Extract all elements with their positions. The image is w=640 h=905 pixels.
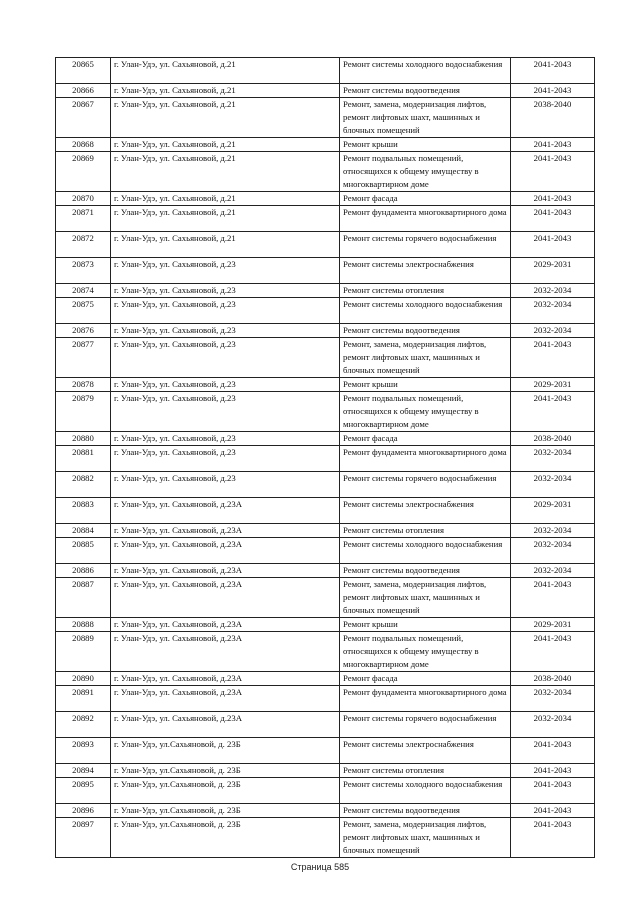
row-id-cell: 20890 xyxy=(56,672,111,686)
work-type-cell: Ремонт системы электроснабжения xyxy=(340,498,511,524)
table-row xyxy=(56,138,595,152)
work-type-cell: Ремонт системы холодного водоснабжения xyxy=(340,538,511,564)
period-cell: 2041-2043 xyxy=(511,152,595,192)
period-cell: 2029-2031 xyxy=(511,498,595,524)
row-id-cell: 20896 xyxy=(56,804,111,818)
table-row xyxy=(56,498,595,524)
period-cell: 2041-2043 xyxy=(511,192,595,206)
table-row xyxy=(56,258,595,284)
row-id-cell: 20883 xyxy=(56,498,111,524)
row-id-cell: 20888 xyxy=(56,618,111,632)
row-id-cell: 20878 xyxy=(56,378,111,392)
table-body xyxy=(56,58,595,858)
table-row xyxy=(56,206,595,232)
table-row xyxy=(56,298,595,324)
address-cell: г. Улан-Удэ, ул. Сахьяновой, д.21 xyxy=(111,84,340,98)
work-type-cell: Ремонт системы отопления xyxy=(340,284,511,298)
work-type-cell: Ремонт, замена, модернизация лифтов, ремонт лифтовых шахт, машинных и блочных помещений xyxy=(340,578,511,618)
address-cell: г. Улан-Удэ, ул. Сахьяновой, д.21 xyxy=(111,138,340,152)
table-row xyxy=(56,686,595,712)
period-cell: 2041-2043 xyxy=(511,58,595,84)
period-cell: 2029-2031 xyxy=(511,258,595,284)
row-id-cell: 20881 xyxy=(56,446,111,472)
table-row xyxy=(56,632,595,672)
row-id-cell: 20891 xyxy=(56,686,111,712)
table-row xyxy=(56,818,595,858)
table-row xyxy=(56,538,595,564)
row-id-cell: 20882 xyxy=(56,472,111,498)
period-cell: 2038-2040 xyxy=(511,672,595,686)
table-row xyxy=(56,432,595,446)
work-type-cell: Ремонт системы холодного водоснабжения xyxy=(340,298,511,324)
address-cell: г. Улан-Удэ, ул. Сахьяновой, д.23 xyxy=(111,446,340,472)
row-id-cell: 20870 xyxy=(56,192,111,206)
work-type-cell: Ремонт, замена, модернизация лифтов, ремонт лифтовых шахт, машинных и блочных помещений xyxy=(340,338,511,378)
table-row xyxy=(56,578,595,618)
period-cell: 2032-2034 xyxy=(511,538,595,564)
table-row xyxy=(56,152,595,192)
row-id-cell: 20868 xyxy=(56,138,111,152)
period-cell: 2032-2034 xyxy=(511,472,595,498)
table-row xyxy=(56,84,595,98)
address-cell: г. Улан-Удэ, ул.Сахьяновой, д. 23Б xyxy=(111,804,340,818)
address-cell: г. Улан-Удэ, ул. Сахьяновой, д.23А xyxy=(111,524,340,538)
address-cell: г. Улан-Удэ, ул. Сахьяновой, д.21 xyxy=(111,192,340,206)
row-id-cell: 20873 xyxy=(56,258,111,284)
work-type-cell: Ремонт системы водоотведения xyxy=(340,84,511,98)
row-id-cell: 20867 xyxy=(56,98,111,138)
work-type-cell: Ремонт фасада xyxy=(340,672,511,686)
address-cell: г. Улан-Удэ, ул. Сахьяновой, д.23 xyxy=(111,378,340,392)
work-type-cell: Ремонт системы отопления xyxy=(340,524,511,538)
table-row xyxy=(56,524,595,538)
period-cell: 2032-2034 xyxy=(511,284,595,298)
work-type-cell: Ремонт системы холодного водоснабжения xyxy=(340,58,511,84)
row-id-cell: 20879 xyxy=(56,392,111,432)
address-cell: г. Улан-Удэ, ул. Сахьяновой, д.23А xyxy=(111,712,340,738)
row-id-cell: 20892 xyxy=(56,712,111,738)
period-cell: 2032-2034 xyxy=(511,686,595,712)
period-cell: 2041-2043 xyxy=(511,738,595,764)
table-row xyxy=(56,58,595,84)
row-id-cell: 20871 xyxy=(56,206,111,232)
table-row xyxy=(56,392,595,432)
address-cell: г. Улан-Удэ, ул. Сахьяновой, д.21 xyxy=(111,152,340,192)
period-cell: 2041-2043 xyxy=(511,84,595,98)
work-type-cell: Ремонт подвальных помещений, относящихся к общему имуществу в многоквартирном доме xyxy=(340,152,511,192)
address-cell: г. Улан-Удэ, ул. Сахьяновой, д.23А xyxy=(111,618,340,632)
work-type-cell: Ремонт крыши xyxy=(340,138,511,152)
period-cell: 2041-2043 xyxy=(511,138,595,152)
table-row xyxy=(56,764,595,778)
period-cell: 2032-2034 xyxy=(511,524,595,538)
row-id-cell: 20874 xyxy=(56,284,111,298)
table-row xyxy=(56,672,595,686)
address-cell: г. Улан-Удэ, ул. Сахьяновой, д.23А xyxy=(111,686,340,712)
period-cell: 2041-2043 xyxy=(511,578,595,618)
period-cell: 2041-2043 xyxy=(511,804,595,818)
work-type-cell: Ремонт крыши xyxy=(340,378,511,392)
work-type-cell: Ремонт системы горячего водоснабжения xyxy=(340,232,511,258)
repair-schedule-table xyxy=(55,57,595,858)
period-cell: 2032-2034 xyxy=(511,324,595,338)
work-type-cell: Ремонт системы горячего водоснабжения xyxy=(340,472,511,498)
table-row xyxy=(56,738,595,764)
table-row xyxy=(56,98,595,138)
address-cell: г. Улан-Удэ, ул.Сахьяновой, д. 23Б xyxy=(111,818,340,858)
row-id-cell: 20886 xyxy=(56,564,111,578)
period-cell: 2041-2043 xyxy=(511,818,595,858)
table-row xyxy=(56,324,595,338)
row-id-cell: 20884 xyxy=(56,524,111,538)
address-cell: г. Улан-Удэ, ул. Сахьяновой, д.23 xyxy=(111,324,340,338)
table-row xyxy=(56,378,595,392)
page-number: Страница 585 xyxy=(290,862,350,872)
period-cell: 2041-2043 xyxy=(511,764,595,778)
address-cell: г. Улан-Удэ, ул. Сахьяновой, д.23 xyxy=(111,284,340,298)
period-cell: 2041-2043 xyxy=(511,338,595,378)
work-type-cell: Ремонт системы водоотведения xyxy=(340,324,511,338)
row-id-cell: 20869 xyxy=(56,152,111,192)
work-type-cell: Ремонт фундамента многоквартирного дома xyxy=(340,686,511,712)
table-row xyxy=(56,472,595,498)
work-type-cell: Ремонт системы электроснабжения xyxy=(340,738,511,764)
work-type-cell: Ремонт, замена, модернизация лифтов, ремонт лифтовых шахт, машинных и блочных помещений xyxy=(340,818,511,858)
address-cell: г. Улан-Удэ, ул. Сахьяновой, д.21 xyxy=(111,58,340,84)
work-type-cell: Ремонт системы водоотведения xyxy=(340,804,511,818)
address-cell: г. Улан-Удэ, ул. Сахьяновой, д.21 xyxy=(111,232,340,258)
period-cell: 2029-2031 xyxy=(511,378,595,392)
work-type-cell: Ремонт системы холодного водоснабжения xyxy=(340,778,511,804)
address-cell: г. Улан-Удэ, ул. Сахьяновой, д.23 xyxy=(111,392,340,432)
table-row xyxy=(56,446,595,472)
period-cell: 2038-2040 xyxy=(511,98,595,138)
address-cell: г. Улан-Удэ, ул. Сахьяновой, д.23А xyxy=(111,498,340,524)
table-row xyxy=(56,232,595,258)
address-cell: г. Улан-Удэ, ул. Сахьяновой, д.23А xyxy=(111,578,340,618)
row-id-cell: 20872 xyxy=(56,232,111,258)
table-row xyxy=(56,564,595,578)
period-cell: 2041-2043 xyxy=(511,206,595,232)
period-cell: 2041-2043 xyxy=(511,632,595,672)
row-id-cell: 20895 xyxy=(56,778,111,804)
row-id-cell: 20889 xyxy=(56,632,111,672)
period-cell: 2029-2031 xyxy=(511,618,595,632)
work-type-cell: Ремонт системы отопления xyxy=(340,764,511,778)
period-cell: 2038-2040 xyxy=(511,432,595,446)
table-row xyxy=(56,618,595,632)
address-cell: г. Улан-Удэ, ул. Сахьяновой, д.23 xyxy=(111,432,340,446)
address-cell: г. Улан-Удэ, ул. Сахьяновой, д.21 xyxy=(111,206,340,232)
period-cell: 2041-2043 xyxy=(511,232,595,258)
row-id-cell: 20880 xyxy=(56,432,111,446)
table-row xyxy=(56,284,595,298)
table-row xyxy=(56,712,595,738)
row-id-cell: 20887 xyxy=(56,578,111,618)
address-cell: г. Улан-Удэ, ул. Сахьяновой, д.23А xyxy=(111,564,340,578)
row-id-cell: 20897 xyxy=(56,818,111,858)
row-id-cell: 20866 xyxy=(56,84,111,98)
period-cell: 2032-2034 xyxy=(511,564,595,578)
table-row xyxy=(56,338,595,378)
row-id-cell: 20885 xyxy=(56,538,111,564)
work-type-cell: Ремонт крыши xyxy=(340,618,511,632)
period-cell: 2032-2034 xyxy=(511,446,595,472)
period-cell: 2032-2034 xyxy=(511,298,595,324)
table-row xyxy=(56,192,595,206)
address-cell: г. Улан-Удэ, ул.Сахьяновой, д. 23Б xyxy=(111,764,340,778)
period-cell: 2041-2043 xyxy=(511,778,595,804)
address-cell: г. Улан-Удэ, ул.Сахьяновой, д. 23Б xyxy=(111,738,340,764)
address-cell: г. Улан-Удэ, ул. Сахьяновой, д.21 xyxy=(111,98,340,138)
work-type-cell: Ремонт фасада xyxy=(340,432,511,446)
period-cell: 2041-2043 xyxy=(511,392,595,432)
address-cell: г. Улан-Удэ, ул. Сахьяновой, д.23 xyxy=(111,472,340,498)
address-cell: г. Улан-Удэ, ул. Сахьяновой, д.23А xyxy=(111,672,340,686)
row-id-cell: 20894 xyxy=(56,764,111,778)
table-row xyxy=(56,804,595,818)
period-cell: 2032-2034 xyxy=(511,712,595,738)
address-cell: г. Улан-Удэ, ул. Сахьяновой, д.23А xyxy=(111,538,340,564)
row-id-cell: 20865 xyxy=(56,58,111,84)
work-type-cell: Ремонт фундамента многоквартирного дома xyxy=(340,206,511,232)
row-id-cell: 20875 xyxy=(56,298,111,324)
work-type-cell: Ремонт фундамента многоквартирного дома xyxy=(340,446,511,472)
address-cell: г. Улан-Удэ, ул.Сахьяновой, д. 23Б xyxy=(111,778,340,804)
row-id-cell: 20877 xyxy=(56,338,111,378)
address-cell: г. Улан-Удэ, ул. Сахьяновой, д.23А xyxy=(111,632,340,672)
work-type-cell: Ремонт фасада xyxy=(340,192,511,206)
address-cell: г. Улан-Удэ, ул. Сахьяновой, д.23 xyxy=(111,298,340,324)
work-type-cell: Ремонт, замена, модернизация лифтов, ремонт лифтовых шахт, машинных и блочных помещений xyxy=(340,98,511,138)
work-type-cell: Ремонт системы горячего водоснабжения xyxy=(340,712,511,738)
address-cell: г. Улан-Удэ, ул. Сахьяновой, д.23 xyxy=(111,258,340,284)
table-row xyxy=(56,778,595,804)
row-id-cell: 20876 xyxy=(56,324,111,338)
work-type-cell: Ремонт подвальных помещений, относящихся к общему имуществу в многоквартирном доме xyxy=(340,632,511,672)
work-type-cell: Ремонт системы водоотведения xyxy=(340,564,511,578)
work-type-cell: Ремонт системы электроснабжения xyxy=(340,258,511,284)
row-id-cell: 20893 xyxy=(56,738,111,764)
work-type-cell: Ремонт подвальных помещений, относящихся к общему имуществу в многоквартирном доме xyxy=(340,392,511,432)
address-cell: г. Улан-Удэ, ул. Сахьяновой, д.23 xyxy=(111,338,340,378)
